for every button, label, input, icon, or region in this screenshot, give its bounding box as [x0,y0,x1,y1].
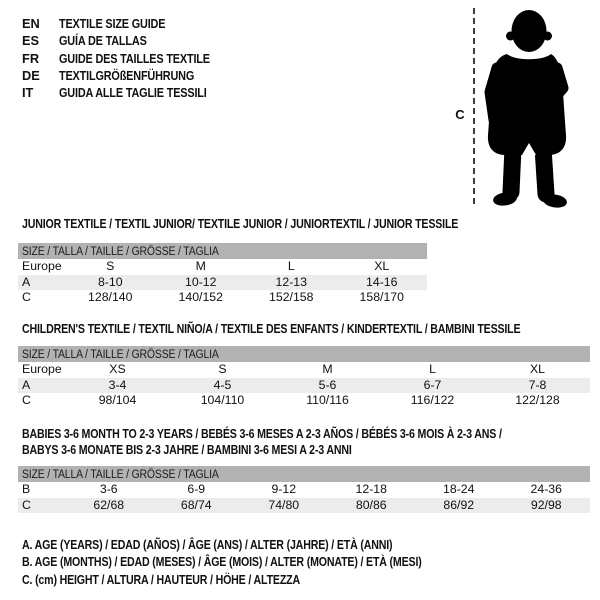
size-header-label: SIZE / TALLA / TAILLE / GRÖSSE / TAGLIA [22,467,219,481]
size-cell: 6-7 [423,377,442,392]
size-cell: 152/158 [269,290,314,304]
size-cell: 24-36 [530,482,562,496]
size-cell: 80/86 [355,497,387,512]
size-header-bar [18,243,427,259]
language-row [22,50,237,67]
size-cell: 8-10 [97,274,123,289]
toddler-silhouette-icon [483,8,571,208]
size-cell: 9-12 [271,482,297,496]
language-code: DE [22,67,40,83]
section-title-junior: JUNIOR TEXTILE / TEXTIL JUNIOR/ TEXTILE JUNIOR / JUNIORTEXTIL / JUNIOR TESSILE [22,217,459,231]
babies-size-table [18,466,590,513]
table-row-height [18,498,590,514]
table-row-europe [18,362,590,378]
size-cell: 18-24 [443,482,475,496]
size-cell: 10-12 [185,274,217,289]
row-label: C [22,497,31,512]
size-cell: 122/128 [515,393,560,407]
size-header-label: SIZE / TALLA / TAILLE / GRÖSSE / TAGLIA [22,244,219,258]
size-cell: M [322,362,333,376]
language-code: EN [22,16,40,31]
section-title-children: CHILDREN'S TEXTILE / TEXTIL NIÑO/A / TEXTILE DES ENFANTS / KINDERTEXTIL / BAMBINI TESSILE [22,322,521,336]
language-code: ES [22,33,40,49]
row-label: A [22,377,31,392]
size-cell: 140/152 [178,290,223,304]
size-cell: 5-6 [318,377,337,392]
row-label: Europe [22,362,62,376]
row-label: C [22,393,31,407]
size-cell: XS [109,362,126,376]
size-cell: M [195,259,206,273]
footnote-a: A. AGE (YEARS) / EDAD (AÑOS) / ÂGE (ANS) / ALTER (JAHRE) / ETÀ (ANNI) [22,538,393,552]
size-cell: 7-8 [528,377,547,392]
size-cell: 62/68 [93,497,125,512]
size-cell: 158/170 [359,290,404,304]
size-cell: 4-5 [213,377,232,392]
language-row [22,67,237,84]
size-cell: L [429,362,436,376]
language-row [22,15,237,32]
height-measure-line [473,8,475,204]
table-row-age [18,378,590,394]
footnote-legend [22,537,492,589]
size-cell: XL [529,362,546,376]
size-cell: 12-13 [275,274,307,289]
table-row-height [18,393,590,409]
size-cell: 12-18 [355,482,387,496]
language-name: TEXTILGRÖßENFÜHRUNG [59,67,195,83]
size-cell: 14-16 [366,274,398,289]
children-size-table [18,346,590,409]
language-name: GUIDA ALLE TAGLIE TESSILI [59,85,207,101]
junior-size-table [18,243,427,306]
size-cell: 128/140 [88,290,133,304]
table-row-age-months [18,482,590,498]
size-cell: 92/98 [530,497,562,512]
size-cell: 3-6 [99,482,118,496]
row-label: A [22,274,31,289]
size-cell: 116/122 [410,393,455,407]
table-row-europe [18,259,427,275]
footnote-b: B. AGE (MONTHS) / EDAD (MESES) / ÂGE (MOIS) / ALTER (MONATE) / ETÀ (MESI) [22,555,422,570]
language-code: IT [22,85,34,101]
size-cell: S [218,362,227,376]
language-name: TEXTILE SIZE GUIDE [59,16,166,31]
size-header-bar [18,346,590,362]
size-cell: 6-9 [187,482,206,496]
language-row [22,32,237,49]
table-row-age [18,275,427,291]
language-code: FR [22,50,40,66]
size-cell: 86/92 [443,497,475,512]
footnote-c: C. (cm) HEIGHT / ALTURA / HAUTEUR / HÖHE / ALTEZZA [22,572,300,587]
language-name: GUIDE DES TAILLES TEXTILE [59,50,210,66]
measure-label-c: C [455,107,465,122]
language-title-block [22,15,237,101]
size-cell: 68/74 [180,497,212,512]
language-row [22,84,237,101]
table-row-height [18,290,427,306]
row-label: B [22,482,31,496]
row-label: C [22,290,31,304]
size-cell: 98/104 [98,393,137,407]
language-name: GUÍA DE TALLAS [59,33,147,49]
size-cell: 104/110 [200,393,245,407]
size-cell: L [287,259,295,273]
size-cell: XL [374,259,390,273]
size-cell: 3-4 [108,377,127,392]
row-label: Europe [22,259,62,273]
size-cell: 74/80 [268,497,300,512]
size-cell: 110/116 [306,393,349,407]
section-title-babies: BABIES 3-6 MONTH TO 2-3 YEARS / BEBÉS 3-6 MESES A 2-3 AÑOS / BÉBÉS 3-6 MOIS À 2-3 ANS / BABYS 3-6 MONATE BIS 2-3 JAHRE / BAMBINI 3-6 MESI A 2-3 ANNI [22,427,502,457]
size-header-bar [18,466,590,482]
size-header-label: SIZE / TALLA / TAILLE / GRÖSSE / TAGLIA [22,347,219,361]
size-cell: S [106,259,115,273]
